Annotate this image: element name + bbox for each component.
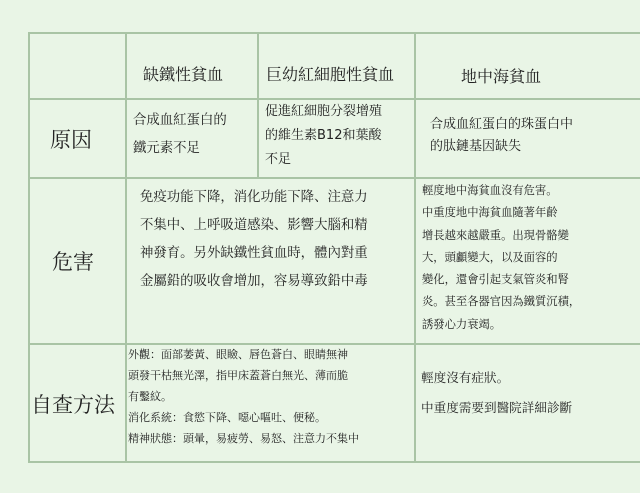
header-megaloblastic: 巨幼紅細胞性貧血	[266, 65, 395, 84]
cause-thalassemia: 合成血紅蛋白的珠蛋白中 的肽鏈基因缺失	[430, 117, 574, 154]
harm-iron-megaloblastic: 免疫功能下降，消化功能下降、注意力 不集中、上呼吸道感染、影響大腦和精 神發育。另外缺鐵性貧血時，體內對重 金屬鉛的吸收會增加，容易導致鉛中毒	[140, 190, 368, 289]
header-thalassemia: 地中海貧血	[461, 67, 542, 86]
grid-line	[125, 32, 127, 463]
harm-thalassemia: 輕度地中海貧血沒有危害。 中重度地中海貧血隨著年齡 增長越來越嚴重。出現骨骼變 大，頭顱變大，以及面容的 變化，還會引起支氣管炎和腎 炎。甚至各器官因為鐵質沉積， 誘發心力衰竭。	[422, 184, 581, 331]
grid-line	[28, 461, 640, 463]
header-iron-deficiency: 缺鐵性貧血	[143, 65, 224, 84]
selfcheck-thalassemia: 輕度沒有症狀。 中重度需要到醫院詳細診斷	[421, 370, 573, 415]
header-corner	[30, 34, 125, 98]
grid-line	[28, 177, 640, 179]
row-label-harm: 危害	[52, 250, 94, 274]
cause-iron-deficiency: 合成血紅蛋白的 鐵元素不足	[133, 113, 227, 156]
row-label-selfcheck: 自查方法	[31, 393, 115, 417]
row-label-cause: 原因	[50, 128, 92, 152]
cause-megaloblastic: 促進紅細胞分裂增殖 的維生素B12和葉酸 不足	[265, 104, 383, 167]
selfcheck-iron-megaloblastic: 外觀：面部萎黃、眼瞼、唇色蒼白、眼睛無神 頭發干枯無光澤，指甲床蓋蒼白無光、薄而脆 有鑿紋。 消化系統：食慾下降、噁心嘔吐、便秘。 精神狀態：頭暈，易疲勞、易怒、注意力不集中	[128, 348, 359, 445]
grid-line	[257, 32, 259, 179]
